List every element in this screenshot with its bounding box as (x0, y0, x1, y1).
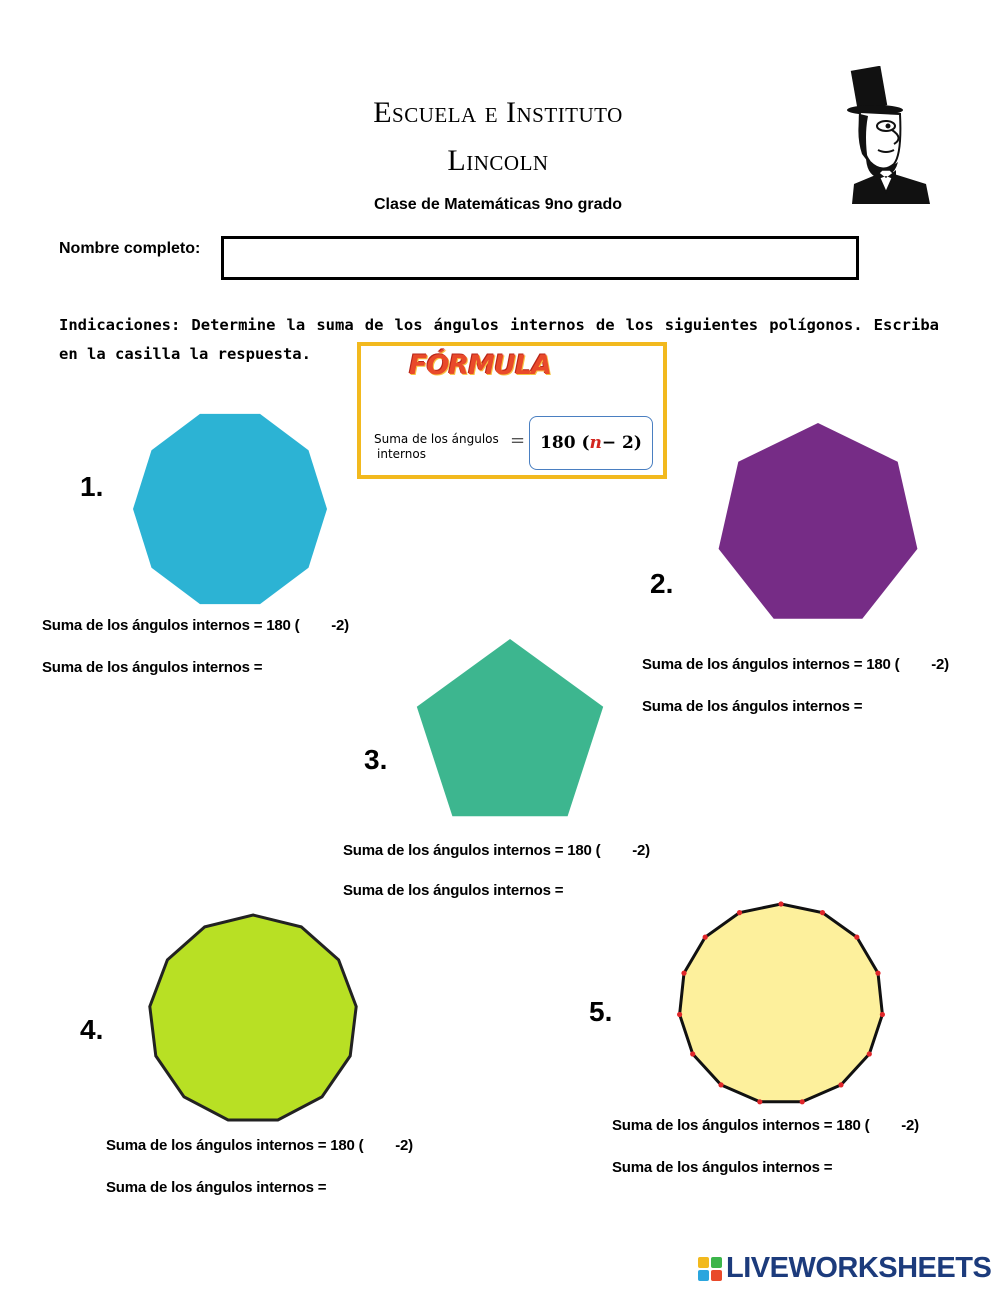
formula-rhs-prefix: 180 ( (540, 433, 590, 453)
vertex-dot (838, 1082, 843, 1087)
formula-equals: = (510, 430, 526, 451)
vertex-dot (867, 1051, 872, 1056)
school-name-line2: Lincoln (447, 144, 549, 177)
class-subtitle: Clase de Matemáticas 9no grado (373, 196, 623, 213)
problem-2-answer-line: Suma de los ángulos internos = (642, 698, 863, 715)
problem-3-number: 3. (364, 744, 388, 775)
tridecagon-shape (150, 915, 356, 1120)
instructions-text: Indicaciones: Determine la suma de los ángulos internos de los siguientes polígonos. Escriba en la casilla la respuesta. (59, 316, 939, 363)
formula-expression-box (529, 416, 653, 470)
vertex-dot (854, 935, 859, 940)
liveworksheets-logo (698, 1252, 991, 1285)
problem-5-answer-line: Suma de los ángulos internos = (612, 1159, 833, 1176)
formula-rhs-suffix: − 2) (601, 433, 642, 453)
vertex-dot (880, 1012, 885, 1017)
school-name-line1: Escuela e Instituto (373, 96, 623, 129)
vertex-dot (690, 1051, 695, 1056)
vertex-dot (718, 1082, 723, 1087)
vertex-dot (778, 901, 783, 906)
polygon-2 (715, 420, 921, 622)
problem-5-number: 5. (589, 996, 613, 1027)
vertex-dot (677, 1012, 682, 1017)
liveworksheets-tiles-icon (698, 1257, 722, 1281)
liveworksheets-wordmark: LIVEWORKSHEETS (726, 1252, 992, 1284)
vertex-dot (800, 1099, 805, 1104)
problem-2-formula-line: Suma de los ángulos internos = 180 ( -2) (642, 656, 949, 673)
decagon-shape (133, 414, 327, 604)
problem-4-formula-line: Suma de los ángulos internos = 180 ( -2) (106, 1137, 413, 1154)
problem-5-formula-line: Suma de los ángulos internos = 180 ( -2) (612, 1117, 919, 1134)
formula-title: FÓRMULA (409, 350, 552, 381)
pentadecagon-shape (680, 904, 883, 1102)
vertex-dot (875, 971, 880, 976)
lincoln-caricature-image (842, 66, 934, 206)
name-field-label: Nombre completo: (59, 240, 201, 257)
formula-lhs-line1: Suma de los ángulos (374, 432, 499, 446)
vertex-dot (757, 1099, 762, 1104)
formula-lhs-line2: internos (377, 447, 426, 461)
problem-4-number: 4. (80, 1014, 104, 1045)
problem-1-formula-line: Suma de los ángulos internos = 180 ( -2) (42, 617, 349, 634)
formula-card (357, 342, 667, 479)
problem-2-number: 2. (650, 568, 674, 599)
vertex-dot (681, 971, 686, 976)
polygon-3 (410, 634, 610, 824)
problem-1-answer-line: Suma de los ángulos internos = (42, 659, 263, 676)
formula-rhs-variable: n (589, 433, 602, 453)
heptagon-shape (719, 423, 918, 619)
formula-lhs (374, 432, 499, 462)
problem-4-answer-line: Suma de los ángulos internos = (106, 1179, 327, 1196)
problem-3-formula-line: Suma de los ángulos internos = 180 ( -2) (343, 842, 650, 859)
problem-1-number: 1. (80, 471, 104, 502)
name-input-box[interactable] (221, 236, 859, 280)
polygon-5 (674, 900, 888, 1110)
problem-3-answer-line: Suma de los ángulos internos = (343, 882, 564, 899)
pentagon-shape (417, 639, 603, 816)
polygon-4 (146, 912, 360, 1126)
vertex-dot (820, 910, 825, 915)
polygon-1 (130, 406, 330, 612)
vertex-dot (737, 910, 742, 915)
vertex-dot (703, 935, 708, 940)
